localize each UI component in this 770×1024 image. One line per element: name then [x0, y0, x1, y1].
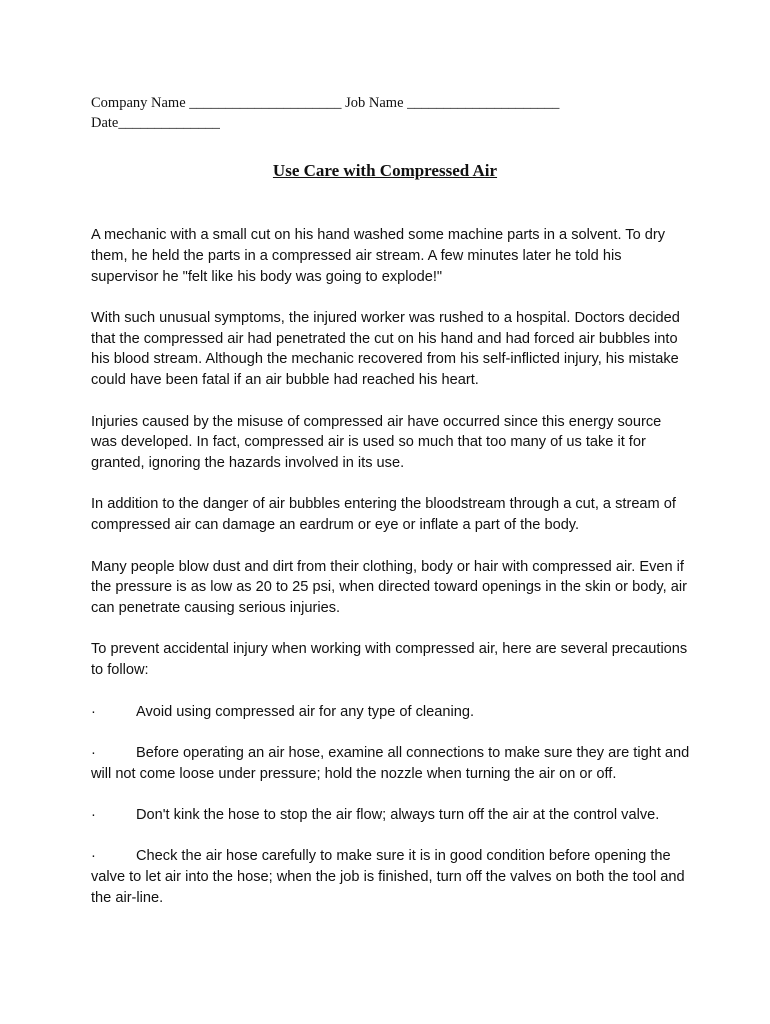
paragraph-5: Many people blow dust and dirt from their clothing, body or hair with compressed air. Even if the pressure is as low as 20 to 25 psi, when directed toward openings in the skin or body, air can penetrate causing serious injuries. — [91, 558, 687, 617]
paragraph-1: A mechanic with a small cut on his hand washed some machine parts in a solvent. To dry them, he held the parts in a compressed air stream. A few minutes later he told his supervisor he "felt like his body was going to explode!" — [91, 227, 666, 285]
paragraph-6: To prevent accidental injury when working with compressed air, here are several precautions to follow: — [91, 641, 688, 679]
bullet-marker: · — [91, 806, 96, 823]
precaution-item-1 — [91, 702, 691, 723]
bullet-marker: · — [91, 848, 96, 865]
document-body — [91, 225, 691, 929]
paragraph-4: In addition to the danger of air bubbles entering the bloodstream through a cut, a stream of compressed air can damage an eardrum or eye or inflate a part of the body. — [91, 496, 676, 534]
precaution-text: Before operating an air hose, examine all connections to make sure they are tight and will not come loose under pressure; hold the nozzle when turning the air on or off. — [91, 744, 690, 782]
bullet-marker: · — [91, 744, 96, 761]
form-header — [91, 93, 559, 133]
precaution-text: Don't kink the hose to stop the air flow; always turn off the air at the control valve. — [136, 806, 660, 823]
precaution-item-2 — [91, 743, 691, 785]
paragraph-2: With such unusual symptoms, the injured worker was rushed to a hospital. Doctors decided that the compressed air had penetrated the cut on his hand and had forced air bubbles into his blood stream. Although the mechanic recovered from his self-inflicted injury, his mistake could have been fatal if an air bubble had reached his heart. — [91, 309, 680, 389]
precaution-text: Check the air hose carefully to make sure it is in good condition before opening the valve to let air into the hose; when the job is finished, turn off the valves on both the tool and the air-line. — [91, 848, 685, 906]
precaution-item-3 — [91, 805, 691, 826]
precaution-item-4 — [91, 846, 691, 908]
document-title: Use Care with Compressed Air — [272, 161, 498, 180]
date-line: Date______________ — [91, 115, 220, 131]
company-job-line: Company Name _____________________ Job Name _____________________ — [91, 95, 560, 111]
bullet-marker: · — [91, 703, 96, 720]
precaution-text: Avoid using compressed air for any type of cleaning. — [136, 703, 475, 720]
paragraph-3: Injuries caused by the misuse of compressed air have occurred since this energy source was developed. In fact, compressed air is used so much that too many of us take it for granted, ignoring the hazards involved in its use. — [91, 413, 662, 472]
